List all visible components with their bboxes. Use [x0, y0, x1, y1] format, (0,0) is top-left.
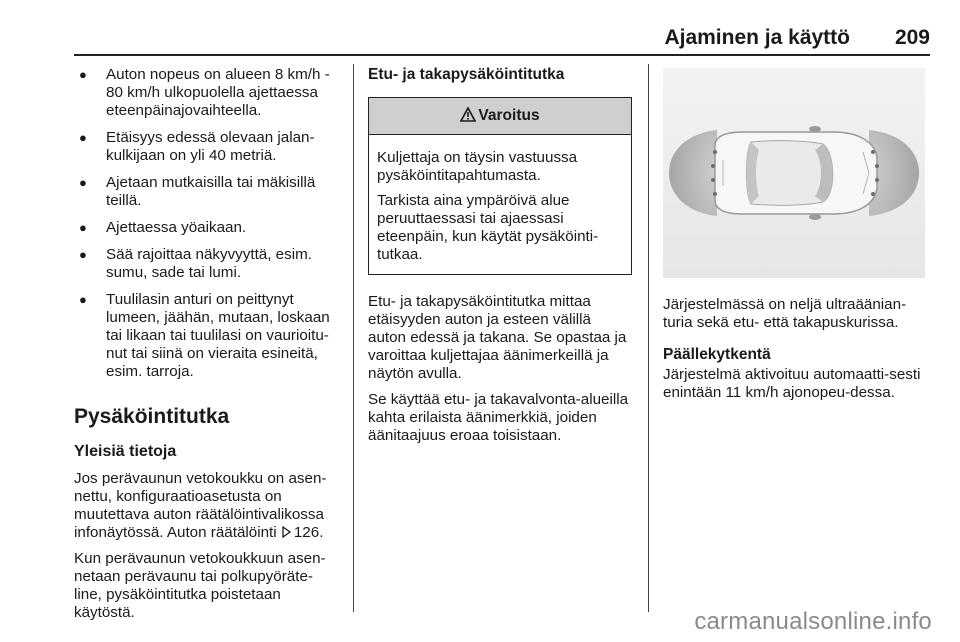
column-1 — [74, 66, 340, 630]
cross-reference-link[interactable] — [281, 524, 324, 541]
warning-text: Kuljettaja on täysin vastuussa pysäköintitapahtumasta. — [377, 149, 578, 184]
column-3 — [663, 68, 925, 410]
cross-reference-page: 126. — [293, 524, 324, 541]
running-header-title: Ajaminen ja käyttö — [664, 26, 850, 49]
list-item: ● Ajettaessa yöaikaan. — [74, 219, 340, 237]
warning-title: Varoitus — [478, 107, 540, 124]
list-item: ● Sää rajoittaa näkyvyyttä, esim. sumu, sade tai lumi. — [74, 246, 340, 282]
warning-body — [369, 135, 631, 274]
list-item: ● Ajetaan mutkaisilla tai mäkisillä teillä. — [74, 174, 340, 210]
page-number: 209 — [894, 26, 930, 49]
list-item: ● Etäisyys edessä olevaan jalan-kulkijaan on yli 40 metriä. — [74, 129, 340, 165]
heading: Etu- ja takapysäköintitutka — [368, 66, 565, 83]
column-divider — [353, 64, 354, 612]
warning-text: Tarkista aina ympäröivä alue peruuttaessasi tai ajaessasi eteenpäin, kun käytät pysäköinti-tutkaa. — [377, 192, 599, 263]
paragraph — [74, 470, 340, 542]
warning-box — [368, 97, 632, 275]
cross-reference-arrow-icon — [281, 526, 292, 538]
paragraph: Se käyttää etu- ja takavalvonta-alueilla kahta erilaista äänimerkkiä, joiden äänitaajuus eroaa toisistaan. — [368, 391, 629, 444]
list-item: ● Auton nopeus on alueen 8 km/h - 80 km/h ulkopuolella ajettaessa eteenpäinajovaihteella. — [74, 66, 340, 120]
warning-header — [369, 98, 631, 135]
list-item: ● Tuulilasin anturi on peittynyt lumeen, jäähän, mutaan, loskaan tai likaan tai tuulilasi on vaurioitu-nut tai siinä on vieraita esineitä, esim. tarroja. — [74, 291, 340, 381]
conditions-list — [74, 66, 340, 381]
subheading: Päällekytkentä — [663, 346, 771, 363]
watermark: carmanualsonline.info — [694, 608, 932, 635]
car-top-view — [715, 126, 877, 220]
car-parking-sensor-illustration — [663, 68, 925, 278]
paragraph: Järjestelmässä on neljä ultraäänian-turia sekä etu- että takapuskurissa. — [663, 296, 907, 331]
paragraph: Kun perävaunun vetokoukkuun asen-netaan perävaunu tai polkupyöräte-line, pysäköintitutka poistetaan käytöstä. — [74, 550, 326, 621]
section-title: Pysäköintitutka — [74, 405, 230, 428]
paragraph: Järjestelmä aktivoituu automaatti-sesti enintään 11 km/h ajonopeu-dessa. — [663, 366, 921, 401]
paragraph-text: Jos perävaunun vetokoukku on asen-nettu, konfiguraatioasetusta on muutettava auton räätälöintivalikossa infonäytössä. Auton räätälöinti — [74, 470, 327, 541]
warning-triangle-icon — [460, 107, 476, 122]
column-2 — [368, 66, 632, 453]
paragraph: Etu- ja takapysäköintitutka mittaa etäisyyden auton ja esteen välillä auton edessä ja takana. Se opastaa ja varoittaa kuljettajaa äänimerkeillä ja näytön avulla. — [368, 293, 627, 382]
column-divider — [648, 64, 649, 612]
subheading: Yleisiä tietoja — [74, 443, 177, 460]
header-rule — [74, 54, 930, 56]
